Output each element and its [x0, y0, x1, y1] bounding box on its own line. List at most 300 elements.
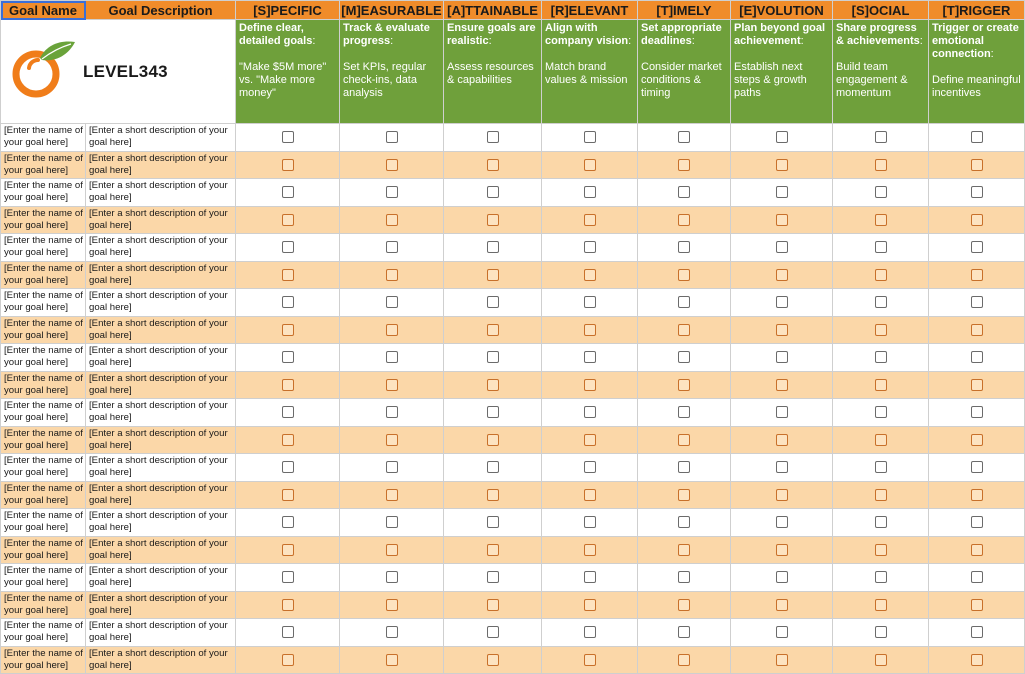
description-evolution[interactable] — [731, 20, 833, 124]
checkbox[interactable] — [584, 214, 596, 226]
header-measurable[interactable]: [M]EASURABLE — [341, 2, 442, 18]
checkbox[interactable] — [875, 296, 887, 308]
checkbox-cell-social — [833, 151, 929, 179]
goal-name-cell[interactable]: [Enter the name of your goal here] — [1, 509, 86, 537]
checkbox[interactable] — [487, 186, 499, 198]
checkbox[interactable] — [584, 186, 596, 198]
checkbox[interactable] — [776, 599, 788, 611]
checkbox[interactable] — [386, 516, 398, 528]
checkbox[interactable] — [971, 434, 983, 446]
goal-description-cell[interactable]: [Enter a short description of your goal here] — [86, 124, 236, 152]
goal-name-cell[interactable]: [Enter the name of your goal here] — [1, 289, 86, 317]
checkbox-cell-relevant — [542, 564, 638, 592]
checkbox[interactable] — [776, 131, 788, 143]
checkbox-cell-relevant — [542, 206, 638, 234]
goal-name-cell[interactable]: [Enter the name of your goal here] — [1, 179, 86, 207]
goal-name-cell[interactable]: [Enter the name of your goal here] — [1, 646, 86, 674]
checkbox[interactable] — [678, 461, 690, 473]
goal-name-cell[interactable]: [Enter the name of your goal here] — [1, 234, 86, 262]
checkbox[interactable] — [678, 324, 690, 336]
checkbox[interactable] — [776, 379, 788, 391]
checkbox[interactable] — [678, 406, 690, 418]
checkbox-cell-measurable — [340, 454, 444, 482]
checkbox[interactable] — [282, 379, 294, 391]
description-measurable[interactable] — [340, 20, 444, 124]
goal-description-cell[interactable]: [Enter a short description of your goal here] — [86, 261, 236, 289]
checkbox[interactable] — [776, 406, 788, 418]
checkbox[interactable] — [678, 599, 690, 611]
checkbox[interactable] — [584, 571, 596, 583]
checkbox-cell-attainable — [444, 151, 542, 179]
checkbox[interactable] — [678, 269, 690, 281]
checkbox[interactable] — [875, 599, 887, 611]
checkbox[interactable] — [386, 434, 398, 446]
checkbox[interactable] — [971, 571, 983, 583]
checkbox[interactable] — [971, 516, 983, 528]
checkbox-cell-evolution — [731, 619, 833, 647]
checkbox[interactable] — [776, 516, 788, 528]
checkbox-cell-measurable — [340, 536, 444, 564]
checkbox-cell-evolution — [731, 509, 833, 537]
goal-name-cell[interactable]: [Enter the name of your goal here] — [1, 591, 86, 619]
header-specific[interactable]: [S]PECIFIC — [236, 1, 340, 20]
goal-description-cell[interactable]: [Enter a short description of your goal here] — [86, 426, 236, 454]
checkbox[interactable] — [487, 269, 499, 281]
checkbox[interactable] — [584, 379, 596, 391]
checkbox-cell-evolution — [731, 289, 833, 317]
checkbox[interactable] — [776, 159, 788, 171]
checkbox[interactable] — [678, 489, 690, 501]
goal-name-cell[interactable]: [Enter the name of your goal here] — [1, 316, 86, 344]
checkbox[interactable] — [776, 489, 788, 501]
header-attainable[interactable]: [A]TTAINABLE — [444, 1, 542, 20]
checkbox[interactable] — [971, 351, 983, 363]
logo-cell — [1, 20, 236, 124]
goal-description-cell[interactable]: [Enter a short description of your goal here] — [86, 344, 236, 372]
goal-description-cell[interactable]: [Enter a short description of your goal here] — [86, 289, 236, 317]
checkbox[interactable] — [487, 296, 499, 308]
goal-description-cell[interactable]: [Enter a short description of your goal here] — [86, 619, 236, 647]
checkbox[interactable] — [971, 406, 983, 418]
checkbox[interactable] — [971, 599, 983, 611]
checkbox[interactable] — [971, 186, 983, 198]
checkbox-cell-evolution — [731, 454, 833, 482]
checkbox[interactable] — [875, 544, 887, 556]
orange-fruit-logo-icon — [11, 38, 77, 105]
checkbox[interactable] — [282, 241, 294, 253]
description-timely[interactable] — [638, 20, 731, 124]
checkbox[interactable] — [678, 379, 690, 391]
checkbox[interactable] — [875, 379, 887, 391]
checkbox-cell-specific — [236, 454, 340, 482]
checkbox[interactable] — [971, 461, 983, 473]
goal-description-cell[interactable]: [Enter a short description of your goal here] — [86, 454, 236, 482]
checkbox[interactable] — [282, 296, 294, 308]
checkbox[interactable] — [971, 379, 983, 391]
checkbox[interactable] — [678, 654, 690, 666]
goal-name-cell[interactable]: [Enter the name of your goal here] — [1, 619, 86, 647]
checkbox[interactable] — [487, 489, 499, 501]
checkbox[interactable] — [282, 461, 294, 473]
checkbox[interactable] — [584, 269, 596, 281]
goal-name-cell[interactable]: [Enter the name of your goal here] — [1, 426, 86, 454]
checkbox[interactable] — [282, 324, 294, 336]
checkbox[interactable] — [584, 296, 596, 308]
checkbox-cell-relevant — [542, 344, 638, 372]
checkbox[interactable] — [282, 434, 294, 446]
checkbox[interactable] — [971, 241, 983, 253]
checkbox[interactable] — [584, 516, 596, 528]
checkbox[interactable] — [875, 131, 887, 143]
checkbox-cell-measurable — [340, 151, 444, 179]
checkbox[interactable] — [875, 186, 887, 198]
checkbox-cell-attainable — [444, 426, 542, 454]
checkbox[interactable] — [584, 434, 596, 446]
checkbox[interactable] — [487, 351, 499, 363]
header-trigger[interactable]: [T]RIGGER — [929, 1, 1025, 20]
checkbox[interactable] — [875, 241, 887, 253]
goal-description-cell[interactable]: [Enter a short description of your goal here] — [86, 564, 236, 592]
table-row — [1, 536, 1025, 564]
checkbox[interactable] — [282, 131, 294, 143]
checkbox[interactable] — [776, 214, 788, 226]
checkbox-cell-relevant — [542, 124, 638, 152]
description-title: Plan beyond goal achievement: — [734, 22, 826, 47]
checkbox-cell-specific — [236, 509, 340, 537]
checkbox[interactable] — [386, 654, 398, 666]
checkbox[interactable] — [282, 269, 294, 281]
header-evolution[interactable]: [E]VOLUTION — [731, 1, 833, 20]
checkbox[interactable] — [487, 159, 499, 171]
goal-name-cell[interactable]: [Enter the name of your goal here] — [1, 261, 86, 289]
checkbox[interactable] — [776, 241, 788, 253]
header-timely[interactable]: [T]IMELY — [638, 1, 731, 20]
description-title-text: Share progress & achievements — [836, 22, 920, 47]
goal-name-cell[interactable]: [Enter the name of your goal here] — [1, 536, 86, 564]
checkbox[interactable] — [971, 544, 983, 556]
checkbox-cell-measurable — [340, 564, 444, 592]
checkbox-cell-specific — [236, 316, 340, 344]
checkbox[interactable] — [386, 324, 398, 336]
checkbox[interactable] — [584, 599, 596, 611]
description-trigger[interactable] — [929, 20, 1025, 124]
header-relevant[interactable]: [R]ELEVANT — [542, 1, 638, 20]
checkbox[interactable] — [487, 599, 499, 611]
table-row — [1, 646, 1025, 674]
checkbox[interactable] — [584, 159, 596, 171]
checkbox-cell-specific — [236, 536, 340, 564]
description-body: Define meaningful incentives — [932, 74, 1021, 99]
checkbox[interactable] — [282, 626, 294, 638]
goal-description-cell[interactable]: [Enter a short description of your goal here] — [86, 234, 236, 262]
checkbox[interactable] — [776, 626, 788, 638]
checkbox-cell-attainable — [444, 481, 542, 509]
checkbox-cell-timely — [638, 261, 731, 289]
checkbox[interactable] — [875, 571, 887, 583]
checkbox[interactable] — [875, 654, 887, 666]
checkbox[interactable] — [584, 131, 596, 143]
checkbox[interactable] — [875, 626, 887, 638]
checkbox[interactable] — [282, 654, 294, 666]
checkbox[interactable] — [282, 571, 294, 583]
goal-description-cell[interactable]: [Enter a short description of your goal here] — [86, 179, 236, 207]
checkbox[interactable] — [584, 489, 596, 501]
goal-description-cell[interactable]: [Enter a short description of your goal here] — [86, 481, 236, 509]
checkbox[interactable] — [386, 296, 398, 308]
checkbox[interactable] — [487, 544, 499, 556]
checkbox[interactable] — [678, 296, 690, 308]
goal-name-cell[interactable]: [Enter the name of your goal here] — [1, 564, 86, 592]
checkbox[interactable] — [386, 626, 398, 638]
checkbox[interactable] — [487, 379, 499, 391]
goal-description-cell[interactable]: [Enter a short description of your goal here] — [86, 399, 236, 427]
checkbox-cell-evolution — [731, 371, 833, 399]
checkbox[interactable] — [386, 214, 398, 226]
goal-name-cell[interactable]: [Enter the name of your goal here] — [1, 399, 86, 427]
description-title: Trigger or create emotional connection: — [932, 22, 1019, 60]
checkbox-cell-relevant — [542, 454, 638, 482]
checkbox[interactable] — [678, 186, 690, 198]
checkbox[interactable] — [584, 461, 596, 473]
checkbox[interactable] — [875, 269, 887, 281]
checkbox-cell-timely — [638, 646, 731, 674]
goal-name-cell[interactable]: [Enter the name of your goal here] — [1, 344, 86, 372]
checkbox[interactable] — [776, 434, 788, 446]
checkbox[interactable] — [487, 516, 499, 528]
table-row — [1, 206, 1025, 234]
checkbox-cell-timely — [638, 316, 731, 344]
checkbox[interactable] — [971, 654, 983, 666]
checkbox-cell-social — [833, 289, 929, 317]
header-social[interactable]: [S]OCIAL — [833, 1, 929, 20]
checkbox[interactable] — [678, 241, 690, 253]
checkbox-cell-social — [833, 234, 929, 262]
checkbox-cell-timely — [638, 619, 731, 647]
header-goal-description[interactable]: Goal Description — [86, 1, 236, 20]
goal-name-cell[interactable]: [Enter the name of your goal here] — [1, 206, 86, 234]
checkbox[interactable] — [584, 544, 596, 556]
checkbox[interactable] — [678, 571, 690, 583]
checkbox[interactable] — [584, 241, 596, 253]
goal-description-cell[interactable]: [Enter a short description of your goal here] — [86, 509, 236, 537]
checkbox[interactable] — [875, 159, 887, 171]
checkbox-cell-trigger — [929, 564, 1025, 592]
checkbox[interactable] — [776, 461, 788, 473]
checkbox-cell-social — [833, 619, 929, 647]
checkbox[interactable] — [487, 434, 499, 446]
checkbox[interactable] — [584, 626, 596, 638]
description-title: Ensure goals are realistic: — [447, 22, 536, 47]
goal-description-cell[interactable]: [Enter a short description of your goal here] — [86, 536, 236, 564]
checkbox[interactable] — [487, 131, 499, 143]
checkbox[interactable] — [386, 241, 398, 253]
checkbox-cell-measurable — [340, 481, 444, 509]
checkbox-cell-relevant — [542, 179, 638, 207]
checkbox-cell-attainable — [444, 234, 542, 262]
checkbox[interactable] — [386, 379, 398, 391]
checkbox-cell-trigger — [929, 261, 1025, 289]
checkbox[interactable] — [776, 654, 788, 666]
checkbox[interactable] — [282, 489, 294, 501]
description-title-text: Align with company vision — [545, 22, 629, 47]
description-social[interactable] — [833, 20, 929, 124]
checkbox[interactable] — [678, 516, 690, 528]
checkbox-cell-specific — [236, 151, 340, 179]
checkbox[interactable] — [282, 516, 294, 528]
checkbox[interactable] — [487, 461, 499, 473]
checkbox-cell-relevant — [542, 536, 638, 564]
checkbox-cell-attainable — [444, 289, 542, 317]
checkbox[interactable] — [776, 269, 788, 281]
goal-description-cell[interactable]: [Enter a short description of your goal here] — [86, 591, 236, 619]
checkbox[interactable] — [584, 324, 596, 336]
checkbox[interactable] — [971, 296, 983, 308]
checkbox[interactable] — [875, 351, 887, 363]
checkbox-cell-measurable — [340, 289, 444, 317]
checkbox[interactable] — [487, 324, 499, 336]
goal-name-cell[interactable]: [Enter the name of your goal here] — [1, 151, 86, 179]
table-row — [1, 261, 1025, 289]
goal-description-cell[interactable]: [Enter a short description of your goal here] — [86, 371, 236, 399]
checkbox[interactable] — [584, 654, 596, 666]
table-row — [1, 426, 1025, 454]
checkbox-cell-evolution — [731, 206, 833, 234]
checkbox-cell-trigger — [929, 536, 1025, 564]
checkbox[interactable] — [386, 461, 398, 473]
checkbox-cell-attainable — [444, 261, 542, 289]
goal-name-cell[interactable]: [Enter the name of your goal here] — [1, 481, 86, 509]
description-title-text: Plan beyond goal achievement — [734, 22, 826, 47]
checkbox[interactable] — [971, 269, 983, 281]
checkbox[interactable] — [971, 489, 983, 501]
goal-description-cell[interactable]: [Enter a short description of your goal here] — [86, 206, 236, 234]
checkbox-cell-attainable — [444, 619, 542, 647]
checkbox[interactable] — [386, 544, 398, 556]
checkbox[interactable] — [776, 544, 788, 556]
checkbox[interactable] — [584, 351, 596, 363]
checkbox[interactable] — [875, 324, 887, 336]
checkbox[interactable] — [386, 599, 398, 611]
checkbox[interactable] — [386, 571, 398, 583]
goal-name-cell[interactable]: [Enter the name of your goal here] — [1, 454, 86, 482]
checkbox[interactable] — [875, 214, 887, 226]
checkbox[interactable] — [678, 544, 690, 556]
checkbox[interactable] — [875, 461, 887, 473]
checkbox[interactable] — [282, 214, 294, 226]
header-goal-name[interactable]: Goal Name — [1, 1, 86, 20]
checkbox[interactable] — [487, 241, 499, 253]
checkbox[interactable] — [678, 131, 690, 143]
checkbox-cell-trigger — [929, 124, 1025, 152]
checkbox[interactable] — [386, 406, 398, 418]
checkbox[interactable] — [971, 626, 983, 638]
checkbox[interactable] — [386, 269, 398, 281]
checkbox[interactable] — [487, 626, 499, 638]
checkbox[interactable] — [875, 516, 887, 528]
checkbox-cell-social — [833, 646, 929, 674]
table-row — [1, 454, 1025, 482]
checkbox-cell-attainable — [444, 591, 542, 619]
checkbox-cell-measurable — [340, 344, 444, 372]
checkbox-cell-relevant — [542, 371, 638, 399]
checkbox[interactable] — [282, 544, 294, 556]
checkbox[interactable] — [282, 186, 294, 198]
checkbox-cell-evolution — [731, 261, 833, 289]
checkbox-cell-measurable — [340, 619, 444, 647]
checkbox[interactable] — [875, 406, 887, 418]
checkbox-cell-social — [833, 316, 929, 344]
checkbox[interactable] — [386, 131, 398, 143]
checkbox-cell-specific — [236, 426, 340, 454]
checkbox[interactable] — [776, 186, 788, 198]
goal-description-cell[interactable]: [Enter a short description of your goal here] — [86, 316, 236, 344]
checkbox-cell-social — [833, 344, 929, 372]
checkbox[interactable] — [776, 296, 788, 308]
checkbox[interactable] — [776, 324, 788, 336]
checkbox[interactable] — [487, 214, 499, 226]
goal-description-cell[interactable]: [Enter a short description of your goal here] — [86, 151, 236, 179]
goal-name-cell[interactable]: [Enter the name of your goal here] — [1, 371, 86, 399]
checkbox[interactable] — [282, 351, 294, 363]
checkbox-cell-specific — [236, 234, 340, 262]
checkbox[interactable] — [282, 406, 294, 418]
checkbox[interactable] — [487, 571, 499, 583]
table-row — [1, 481, 1025, 509]
description-specific[interactable] — [236, 20, 340, 124]
checkbox[interactable] — [386, 351, 398, 363]
checkbox-cell-attainable — [444, 399, 542, 427]
checkbox[interactable] — [386, 186, 398, 198]
checkbox[interactable] — [971, 324, 983, 336]
checkbox[interactable] — [971, 159, 983, 171]
description-relevant[interactable] — [542, 20, 638, 124]
checkbox[interactable] — [487, 654, 499, 666]
description-attainable[interactable] — [444, 20, 542, 124]
checkbox[interactable] — [386, 489, 398, 501]
checkbox[interactable] — [386, 159, 398, 171]
goal-name-cell[interactable]: [Enter the name of your goal here] — [1, 124, 86, 152]
checkbox-cell-measurable — [340, 371, 444, 399]
checkbox[interactable] — [776, 351, 788, 363]
checkbox[interactable] — [678, 159, 690, 171]
description-title-text: Define clear, detailed goals — [239, 22, 313, 47]
checkbox[interactable] — [875, 489, 887, 501]
checkbox[interactable] — [875, 434, 887, 446]
checkbox[interactable] — [678, 434, 690, 446]
checkbox-cell-trigger — [929, 206, 1025, 234]
table-row — [1, 591, 1025, 619]
checkbox[interactable] — [282, 159, 294, 171]
goal-description-cell[interactable]: [Enter a short description of your goal here] — [86, 646, 236, 674]
checkbox-cell-relevant — [542, 261, 638, 289]
checkbox[interactable] — [678, 351, 690, 363]
checkbox[interactable] — [282, 599, 294, 611]
checkbox-cell-relevant — [542, 316, 638, 344]
checkbox[interactable] — [584, 406, 596, 418]
checkbox[interactable] — [678, 214, 690, 226]
checkbox-cell-specific — [236, 344, 340, 372]
description-body: Set KPIs, regular check-ins, data analysis — [343, 61, 427, 99]
checkbox[interactable] — [487, 406, 499, 418]
checkbox[interactable] — [971, 131, 983, 143]
checkbox-cell-social — [833, 509, 929, 537]
checkbox-cell-social — [833, 454, 929, 482]
checkbox[interactable] — [776, 571, 788, 583]
table-row — [1, 151, 1025, 179]
checkbox[interactable] — [971, 214, 983, 226]
checkbox[interactable] — [678, 626, 690, 638]
checkbox-cell-specific — [236, 399, 340, 427]
